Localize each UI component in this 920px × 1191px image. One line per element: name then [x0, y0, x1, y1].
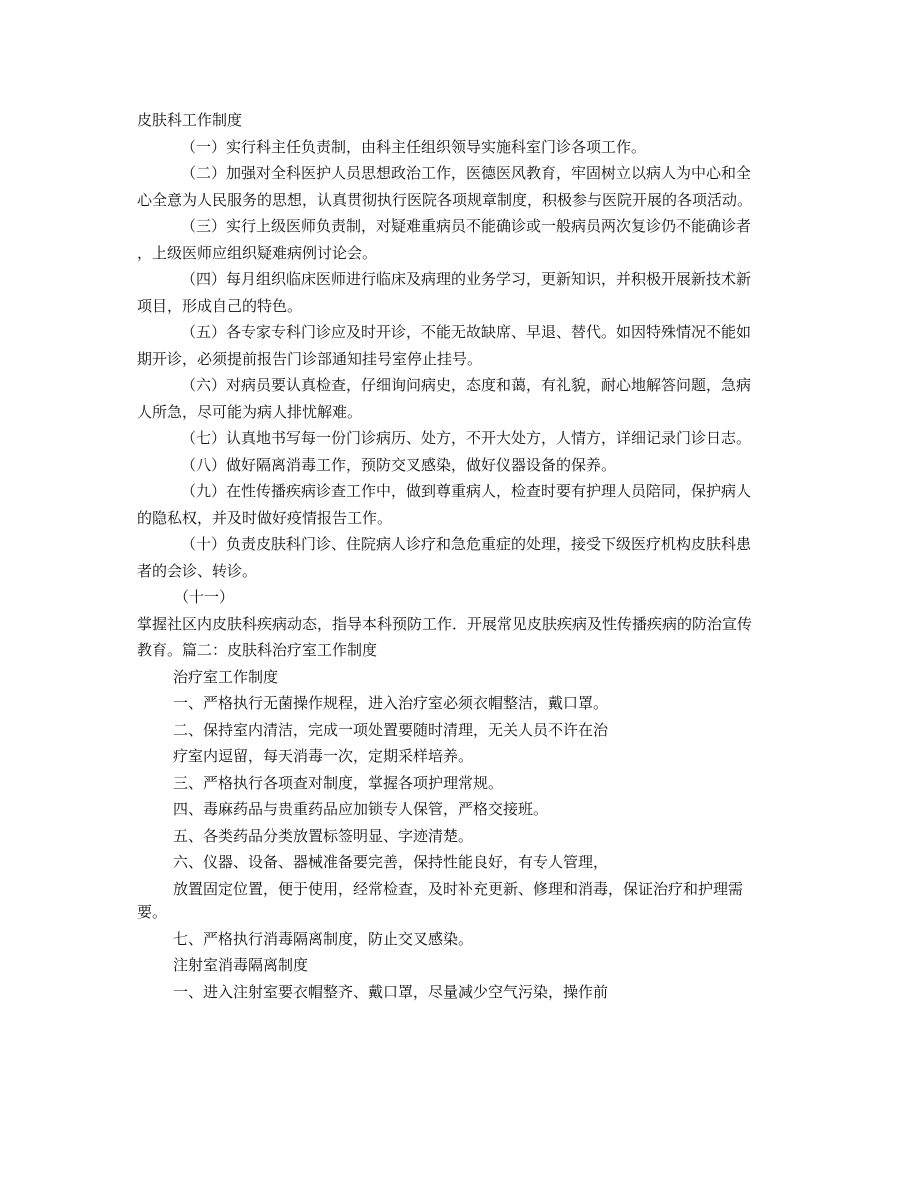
text-line: 教育。篇二：皮肤科治疗室工作制度: [137, 641, 378, 659]
text-line: 四、毒麻药品与贵重药品应加锁专人保管，严格交接班。: [173, 800, 549, 818]
text-line: （八）做好隔离消毒工作，预防交叉感染，做好仪器设备的保养。: [181, 455, 617, 474]
text-line: 疗室内逗留，每天消毒一次，定期采样培养。: [173, 747, 474, 765]
text-line: （九）在性传播疾病诊查工作中，做到尊重病人，检查时要有护理人员陪同，保护病人: [181, 482, 752, 500]
text-line: 六、仪器、设备、器械准备要完善，保持性能良好，有专人管理，: [173, 853, 609, 871]
text-line: （六）对病员要认真检查，仔细询问病史，态度和蔼，有礼貌，耐心地解答问题，急病: [181, 376, 752, 394]
text-line: 人所急，尽可能为病人排忧解难。: [137, 402, 363, 421]
text-line: 七、严格执行消毒隔离制度，防止交叉感染。: [173, 929, 474, 948]
text-line: 五、各类药品分类放置标签明显、字迹清楚。: [173, 826, 474, 845]
text-line: （二）加强对全科医护人员思想政治工作，医德医风教育，牢固树立以病人为中心和全: [181, 164, 752, 182]
text-line: （十一）: [174, 588, 235, 606]
document-title: 皮肤科工作制度: [137, 111, 243, 129]
document-page: [137, 107, 787, 1005]
text-line: 要。: [137, 903, 168, 921]
text-line: （四）每月组织临床医师进行临床及病理的业务学习，更新知识，并积极开展新技术新: [181, 270, 752, 288]
text-line: 期开诊，必须提前报告门诊部通知挂号室停止挂号。: [137, 349, 483, 368]
text-line: （七）认真地书写每一份门诊病历、处方，不开大处方，人情方，详细记录门诊日志。: [181, 429, 752, 447]
text-line: 的隐私权，并及时做好疫情报告工作。: [137, 508, 393, 527]
text-line: 二、保持室内清洁，完成一项处置要随时清理，无关人员不许在治: [173, 720, 609, 739]
text-line: （五）各专家专科门诊应及时开诊，不能无故缺席、早退、替代。如因特殊情况不能如: [181, 323, 752, 341]
text-line: （一）实行科主任负责制，由科主任组织领导实施科室门诊各项工作。: [181, 137, 647, 156]
text-line: 注射室消毒隔离制度: [173, 956, 309, 974]
text-line: （十）负责皮肤科门诊、住院病人诊疗和急危重症的处理，接受下级医疗机构皮肤科患: [181, 535, 752, 553]
text-line: 放置固定位置，便于使用，经常检查，及时补充更新、修理和消毒，保证治疗和护理需: [173, 879, 744, 898]
text-line: 一、进入注射室要衣帽整齐、戴口罩，尽量减少空气污染，操作前: [173, 982, 609, 1001]
text-line: 项目，形成自己的特色。: [137, 296, 303, 315]
text-line: 心全意为人民服务的思想，认真贯彻执行医院各项规章制度，积极参与医院开展的各项活动。: [137, 190, 753, 209]
text-line: 掌握社区内皮肤科疾病动态，指导本科预防工作．开展常见皮肤疾病及性传播疾病的防治宣传: [137, 614, 753, 633]
text-line: ，上级医师应组织疑难病例讨论会。: [137, 243, 378, 262]
text-line: 一、严格执行无菌操作规程，进入治疗室必须衣帽整洁，戴口罩。: [173, 694, 609, 712]
text-line: 者的会诊、转诊。: [137, 561, 258, 580]
text-line: 三、严格执行各项查对制度，掌握各项护理常规。: [173, 773, 504, 792]
text-line: 治疗室工作制度: [173, 667, 279, 686]
text-line: （三）实行上级医师负责制，对疑难重病员不能确诊或一般病员两次复诊仍不能确诊者: [181, 217, 752, 235]
